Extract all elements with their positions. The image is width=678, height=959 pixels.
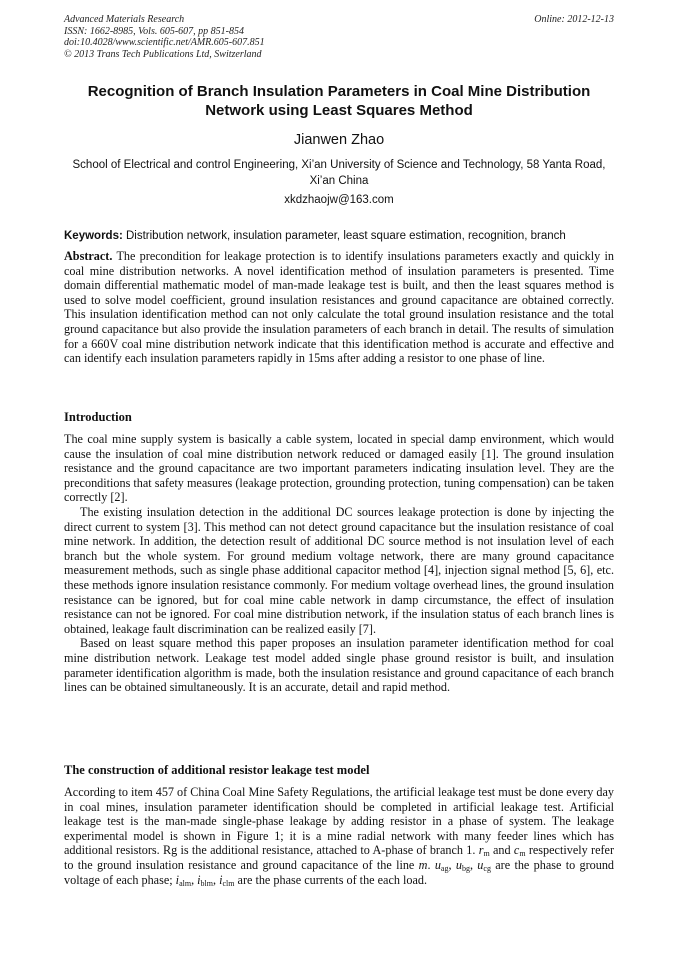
abstract-label: Abstract.	[64, 249, 113, 263]
introduction-heading: Introduction	[64, 410, 132, 424]
journal-name: Advanced Materials Research	[64, 14, 185, 25]
issn-line: ISSN: 1662-8985, Vols. 605-607, pp 851-854	[64, 25, 244, 37]
author-affiliation: School of Electrical and control Engineering, Xi’an University of Science and Technology, 58 Yanta Road, Xi’an China	[72, 159, 606, 187]
introduction-paragraph: The existing insulation detection in the additional DC sources leakage protection is done by injecting the direct current to system [3]. This method can not detect ground capacitance but the insulation resistance of coal mine network. In addition, the detection result of additional DC source method is not insulation level of each branch but the whole system. For ground medium voltage network, there are many ground capacitance measurement methods, such as single phase additional capacitor method [4], injection signal method [5, 6], etc. these methods ignore insulation resistance commonly. For medium voltage overhead lines, the ground insulation resistance can be ignored, but for coal mine cable network in damp circumstance, the effect of insulation resistance can not be ignored. For coal mine distribution network, if the insulation status of each branch lines is obtained, leakage fault discrimination can be realized easily [7].	[64, 504, 614, 636]
abstract-text: The precondition for leakage protection is to identify insulations parameters exactly and quickly in coal mine distribution networks. A novel identification method of insulation parameters is presented. Time domain differential mathematic model of man-made leakage test is built, and then the least squares method is used to solve model coefficient, ground insulation resistances and ground capacitance are obtained correctly. This insulation identification method can not only calculate the total ground insulation resistance and the total ground capacitance but also provide the insulation parameters of each branch in detail. The results of simulation for a 660V coal mine distribution network indicate that this identification method is accurate and effective and can identify each insulation parameters rapidly in 15ms after adding a resistor to one phase of line.	[64, 249, 614, 366]
journal-header	[64, 14, 614, 60]
keywords	[64, 229, 614, 244]
copyright-line: © 2013 Trans Tech Publications Ltd, Switzerland	[64, 48, 262, 60]
keywords-label: Keywords:	[64, 230, 123, 242]
keywords-text: Distribution network, insulation parameter, least square estimation, recognition, branch	[122, 230, 566, 242]
section-heading: The construction of additional resistor leakage test model	[64, 763, 370, 777]
section-body	[64, 785, 614, 887]
paper-title: Recognition of Branch Insulation Parameters in Coal Mine Distribution Network using Least Squares Method	[87, 83, 591, 119]
author-email: xkdzhaojw@163.com	[284, 194, 394, 206]
author-name: Jianwen Zhao	[293, 132, 385, 148]
online-date: Online: 2012-12-13	[534, 14, 614, 25]
introduction-body	[64, 432, 614, 695]
abstract	[64, 249, 614, 366]
introduction-paragraph: Based on least square method this paper proposes an insulation parameter identification method for coal mine distribution network. Leakage test model added single phase ground resistor is built, and insulation parameter identification algorithm is made, both the insulation resistance and ground capacitance of each branch lines can be obtained simultaneously. It is an accurate, detail and rapid method.	[64, 636, 614, 695]
introduction-paragraph: The coal mine supply system is basically a cable system, located in special damp environment, which would cause the insulation of coal mine distribution network reduced or damaged easily [1]. The ground insulation resistance and the ground capacitance are two important parameters indicating insulation level. They are the preconditions that safety measures (leakage protection, grounding protection, tuning compensation) can be taken correctly [2].	[64, 432, 614, 505]
doi-line: doi:10.4028/www.scientific.net/AMR.605-607.851	[64, 37, 265, 48]
section-paragraph: According to item 457 of China Coal Mine Safety Regulations, the artificial leakage test must be done every day in coal mines, insulation parameter identification should be completed in artificial leakage test. Artificial leakage test is the man-made single-phase leakage by adding resistor in a phase of system. The leakage experimental model is shown in Figure 1; it is a mine radial network with many feeder lines which has additional resistors. Rg is the additional resistance, attached to A-phase of branch 1. $r_m$ and $c_m$ respectively refer to the ground insulation resistance and ground capacitance of the line m. $u_{ag}$, $u_{bg}$, $u_{cg}$ are the phase to ground voltage of each phase; $i_{alm}$, $i_{blm}$, $i_{clm}$ are the phase currents of the each load.	[64, 785, 615, 888]
